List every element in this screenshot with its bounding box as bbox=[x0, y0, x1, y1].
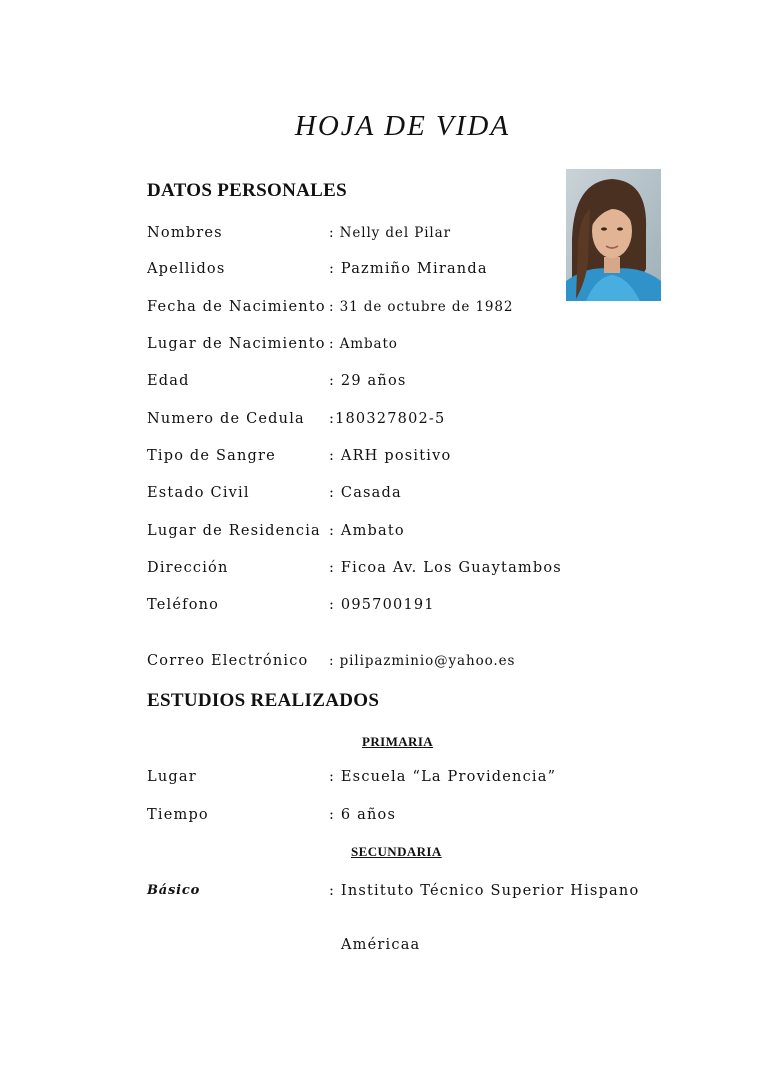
field-label: Tiempo bbox=[147, 807, 209, 823]
field-value: : 6 años bbox=[329, 807, 397, 823]
field-label: Fecha de Nacimiento bbox=[147, 299, 326, 315]
info-row-cedula bbox=[147, 411, 687, 433]
field-value: : Casada bbox=[329, 485, 402, 501]
field-value: : ARH positivo bbox=[329, 448, 452, 464]
field-label: Tipo de Sangre bbox=[147, 448, 276, 464]
info-row-telefono bbox=[147, 597, 687, 619]
info-row-nombres bbox=[147, 225, 687, 247]
page-title: HOJA DE VIDA bbox=[294, 110, 511, 142]
info-row-primaria-lugar bbox=[147, 769, 687, 791]
field-label: Correo Electrónico bbox=[147, 653, 309, 669]
field-value: : Escuela “La Providencia” bbox=[329, 769, 557, 785]
section-heading-personal: DATOS PERSONALES bbox=[147, 180, 347, 201]
field-value: : Ficoa Av. Los Guaytambos bbox=[329, 560, 562, 576]
field-value: : 29 años bbox=[329, 373, 407, 389]
info-row-lugar-nacimiento bbox=[147, 336, 687, 358]
info-row-edad bbox=[147, 373, 687, 395]
info-row-correo bbox=[147, 653, 687, 675]
field-value: : pilipazminio@yahoo.es bbox=[329, 653, 516, 669]
field-label: Básico bbox=[147, 883, 201, 898]
value-continuation: Américaa bbox=[341, 937, 421, 953]
info-row-lugar-residencia bbox=[147, 523, 687, 545]
field-label: Nombres bbox=[147, 225, 223, 241]
field-label: Estado Civil bbox=[147, 485, 250, 501]
field-value: : Instituto Técnico Superior Hispano bbox=[329, 883, 640, 899]
field-value: : 31 de octubre de 1982 bbox=[329, 299, 514, 315]
field-label: Edad bbox=[147, 373, 190, 389]
field-value: :180327802-5 bbox=[329, 411, 446, 427]
field-value: : Nelly del Pilar bbox=[329, 225, 451, 241]
field-label: Dirección bbox=[147, 560, 229, 576]
info-row-direccion bbox=[147, 560, 687, 582]
info-row-primaria-tiempo bbox=[147, 807, 687, 829]
field-label: Lugar de Residencia bbox=[147, 523, 321, 539]
subheading-secundaria: SECUNDARIA bbox=[351, 844, 442, 859]
info-row-estado-civil bbox=[147, 485, 687, 507]
field-value: : Ambato bbox=[329, 336, 398, 352]
field-label: Teléfono bbox=[147, 597, 220, 613]
info-row-apellidos bbox=[147, 261, 687, 283]
info-row-secundaria-basico bbox=[147, 883, 687, 905]
section-heading-studies: ESTUDIOS REALIZADOS bbox=[147, 690, 380, 711]
field-value: : 095700191 bbox=[329, 597, 435, 613]
field-label: Lugar bbox=[147, 769, 197, 785]
field-value: : Pazmiño Miranda bbox=[329, 261, 488, 277]
field-label: Numero de Cedula bbox=[147, 411, 305, 427]
field-label: Apellidos bbox=[147, 261, 226, 277]
subheading-primaria: PRIMARIA bbox=[362, 734, 434, 749]
field-label: Lugar de Nacimiento bbox=[147, 336, 326, 352]
info-row-fecha-nacimiento bbox=[147, 299, 687, 321]
info-row-tipo-sangre bbox=[147, 448, 687, 470]
field-value: : Ambato bbox=[329, 523, 405, 539]
